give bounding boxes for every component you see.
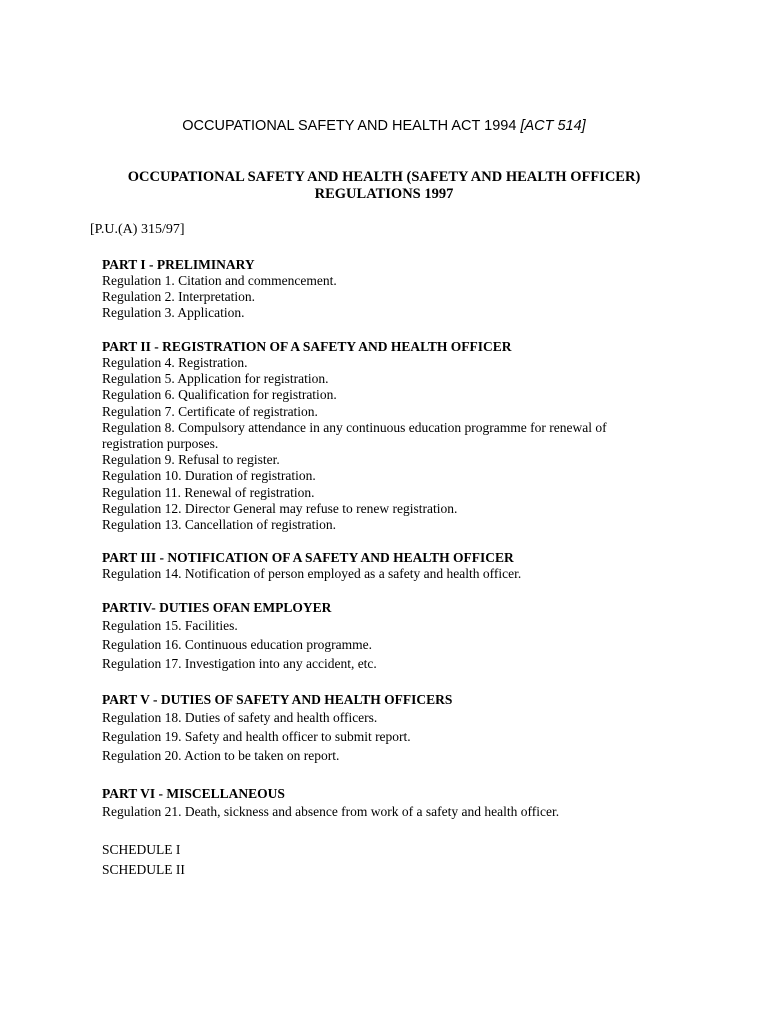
regulation-line: Regulation 4. Registration. [102, 355, 248, 370]
part-v-section [102, 692, 662, 765]
regulation-line: Regulation 6. Qualification for registration. [102, 387, 337, 403]
regulation-line: Regulation 11. Renewal of registration. [102, 484, 315, 500]
act-title-text: OCCUPATIONAL SAFETY AND HEALTH ACT 1994 [182, 118, 517, 134]
part-vi-section [102, 786, 662, 822]
part-heading: PART V - DUTIES OF SAFETY AND HEALTH OFFICERS [102, 692, 453, 707]
regulation-line: Regulation 5. Application for registration. [102, 371, 329, 387]
part-heading: PART I - PRELIMINARY [102, 257, 255, 272]
part-i-section [102, 257, 662, 322]
regulation-line: Regulation 1. Citation and commencement. [102, 273, 337, 288]
regulation-line: Regulation 10. Duration of registration. [102, 468, 316, 484]
schedule-ii: SCHEDULE II [102, 862, 185, 877]
regulation-line: Regulation 7. Certificate of registration. [102, 403, 318, 419]
regulation-line: Regulation 16. Continuous education programme. [102, 636, 372, 652]
regulation-line: Regulation 20. Action to be taken on report. [102, 747, 340, 763]
part-heading: PART VI - MISCELLANEOUS [102, 786, 285, 801]
regulation-line: Regulation 14. Notification of person employed as a safety and health officer. [102, 566, 522, 581]
regulation-title-line1: OCCUPATIONAL SAFETY AND HEALTH (SAFETY AND HEALTH OFFICER) [127, 169, 641, 185]
part-heading: PARTIV- DUTIES OFAN EMPLOYER [102, 600, 332, 615]
act-number: [ACT 514] [520, 118, 586, 134]
part-heading: PART II - REGISTRATION OF A SAFETY AND HEALTH OFFICER [102, 339, 512, 354]
regulation-line: Regulation 18. Duties of safety and health officers. [102, 710, 378, 725]
regulation-line: Regulation 9. Refusal to register. [102, 452, 280, 468]
regulation-line: Regulation 13. Cancellation of registration. [102, 517, 336, 533]
regulation-line: Regulation 3. Application. [102, 305, 245, 321]
part-heading: PART III - NOTIFICATION OF A SAFETY AND HEALTH OFFICER [102, 550, 514, 565]
regulation-line: Regulation 15. Facilities. [102, 618, 238, 633]
regulation-line: Regulation 19. Safety and health officer to submit report. [102, 728, 411, 744]
regulation-line: Regulation 8. Compulsory attendance in any continuous education programme for renewal of [102, 419, 607, 435]
regulation-title [90, 169, 678, 203]
regulation-line: registration purposes. [102, 436, 219, 452]
schedule-i: SCHEDULE I [102, 842, 181, 857]
part-iii-section [102, 550, 662, 582]
regulation-line: Regulation 21. Death, sickness and absence from work of a safety and health officer. [102, 804, 560, 819]
citation: [P.U.(A) 315/97] [90, 222, 185, 237]
part-iv-section [102, 600, 662, 673]
schedules-section [102, 840, 662, 880]
regulation-title-line2: REGULATIONS 1997 [314, 186, 454, 202]
regulation-line: Regulation 2. Interpretation. [102, 289, 255, 305]
act-title [0, 117, 768, 135]
part-ii-section [102, 339, 662, 533]
regulation-line: Regulation 17. Investigation into any accident, etc. [102, 655, 377, 671]
regulation-line: Regulation 12. Director General may refuse to renew registration. [102, 500, 458, 516]
